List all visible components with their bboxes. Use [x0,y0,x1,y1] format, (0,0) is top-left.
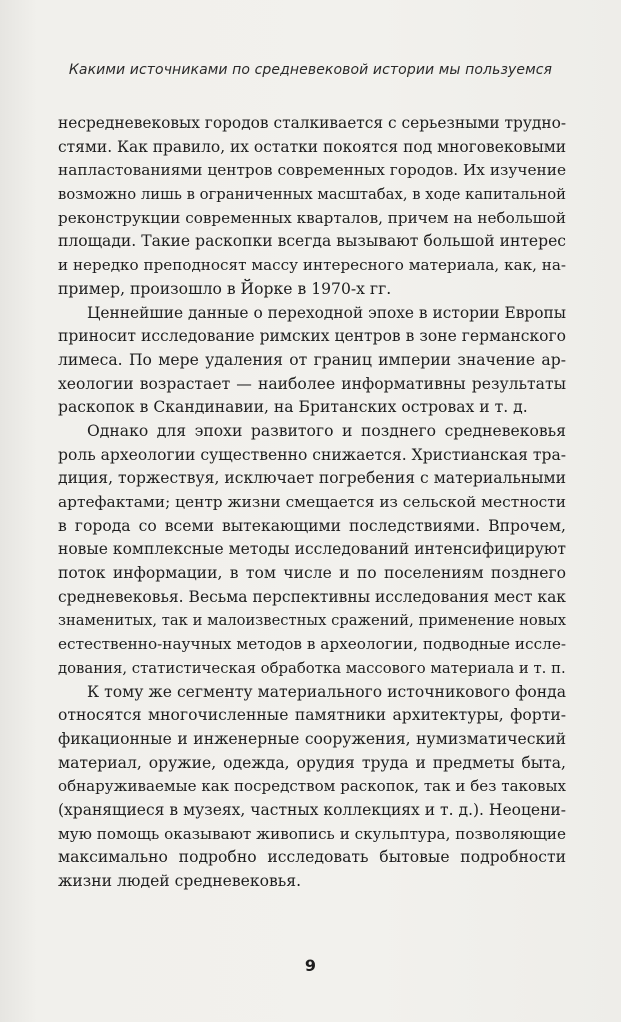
text-line: несредневековых городов сталкивается с серьезными трудно- [58,114,567,132]
text-line: приносит исследование римских центров в зоне германского [58,327,566,346]
text-line: жизни людей средневековья. [58,872,302,890]
text-line: реконструкции современных кварталов, причем на небольшой [58,208,566,227]
text-line: возможно лишь в ограниченных масштабах, в ходе капитальной [58,186,567,204]
text-line: напластованиями центров современных городов. Их изучение [58,161,566,180]
text-line: хеологии возрастает — наиболее информативны результаты [58,374,566,393]
paragraph [58,420,566,681]
body-text [58,112,566,894]
text-line: новые комплексные методы исследований интенсифицируют [58,540,566,559]
text-line: фикационные и инженерные сооружения, нумизматический [58,729,566,748]
text-line: относятся многочисленные памятники архитектуры, форти- [58,706,566,725]
text-line: лимеса. По мере удаления от границ империи значение ар- [58,350,566,369]
running-head: Какими источниками по средневековой истории мы пользуемся [68,62,553,78]
text-line: стями. Как правило, их остатки покоятся под многовековыми [58,137,567,156]
text-line: Ценнейшие данные о переходной эпохе в истории Европы [87,303,566,322]
text-line: максимально подробно исследовать бытовые подробности [58,848,566,867]
text-line: дования, статистическая обработка массового материала и т. п. [58,659,566,677]
text-line: диция, торжествуя, исключает погребения с материальными [58,469,566,488]
text-line: поток информации, в том числе и по поселениям позднего [58,564,566,583]
text-line: естественно-научных методов в археологии, подводные иссле- [58,635,567,654]
paragraph [58,112,566,302]
paragraph [58,302,566,420]
text-line: мую помощь оказывают живопись и скульптура, позволяющие [58,824,566,843]
text-line: роль археологии существенно снижается. Христианская тра- [58,445,566,464]
text-line: средневековья. Весьма перспективны исследования мест как [58,587,566,606]
text-line: раскопок в Скандинавии, на Британских островах и т. д. [58,398,528,417]
text-line: пример, произошло в Йорке в 1970-х гг. [58,279,392,298]
page-number: 9 [304,956,317,975]
text-line: Однако для эпохи развитого и позднего средневековья [87,421,566,440]
text-line: в города со всеми вытекающими последствиями. Впрочем, [58,516,566,535]
text-line: (хранящиеся в музеях, частных коллекциях и т. д.). Неоцени- [58,800,566,819]
text-line: и нередко преподносят массу интересного материала, как, на- [58,256,566,275]
text-line: площади. Такие раскопки всегда вызывают большой интерес [58,232,566,251]
text-line: материал, оружие, одежда, орудия труда и предметы быта, [58,753,566,772]
text-line: артефактами; центр жизни смещается из сельской местности [58,493,566,511]
text-line: знаменитых, так и малоизвестных сражений, применение новых [58,612,566,630]
paragraph [58,681,566,894]
text-line: К тому же сегменту материального источникового фонда [87,682,566,701]
text-line: обнаруживаемые как посредством раскопок, так и без таковых [58,777,566,796]
